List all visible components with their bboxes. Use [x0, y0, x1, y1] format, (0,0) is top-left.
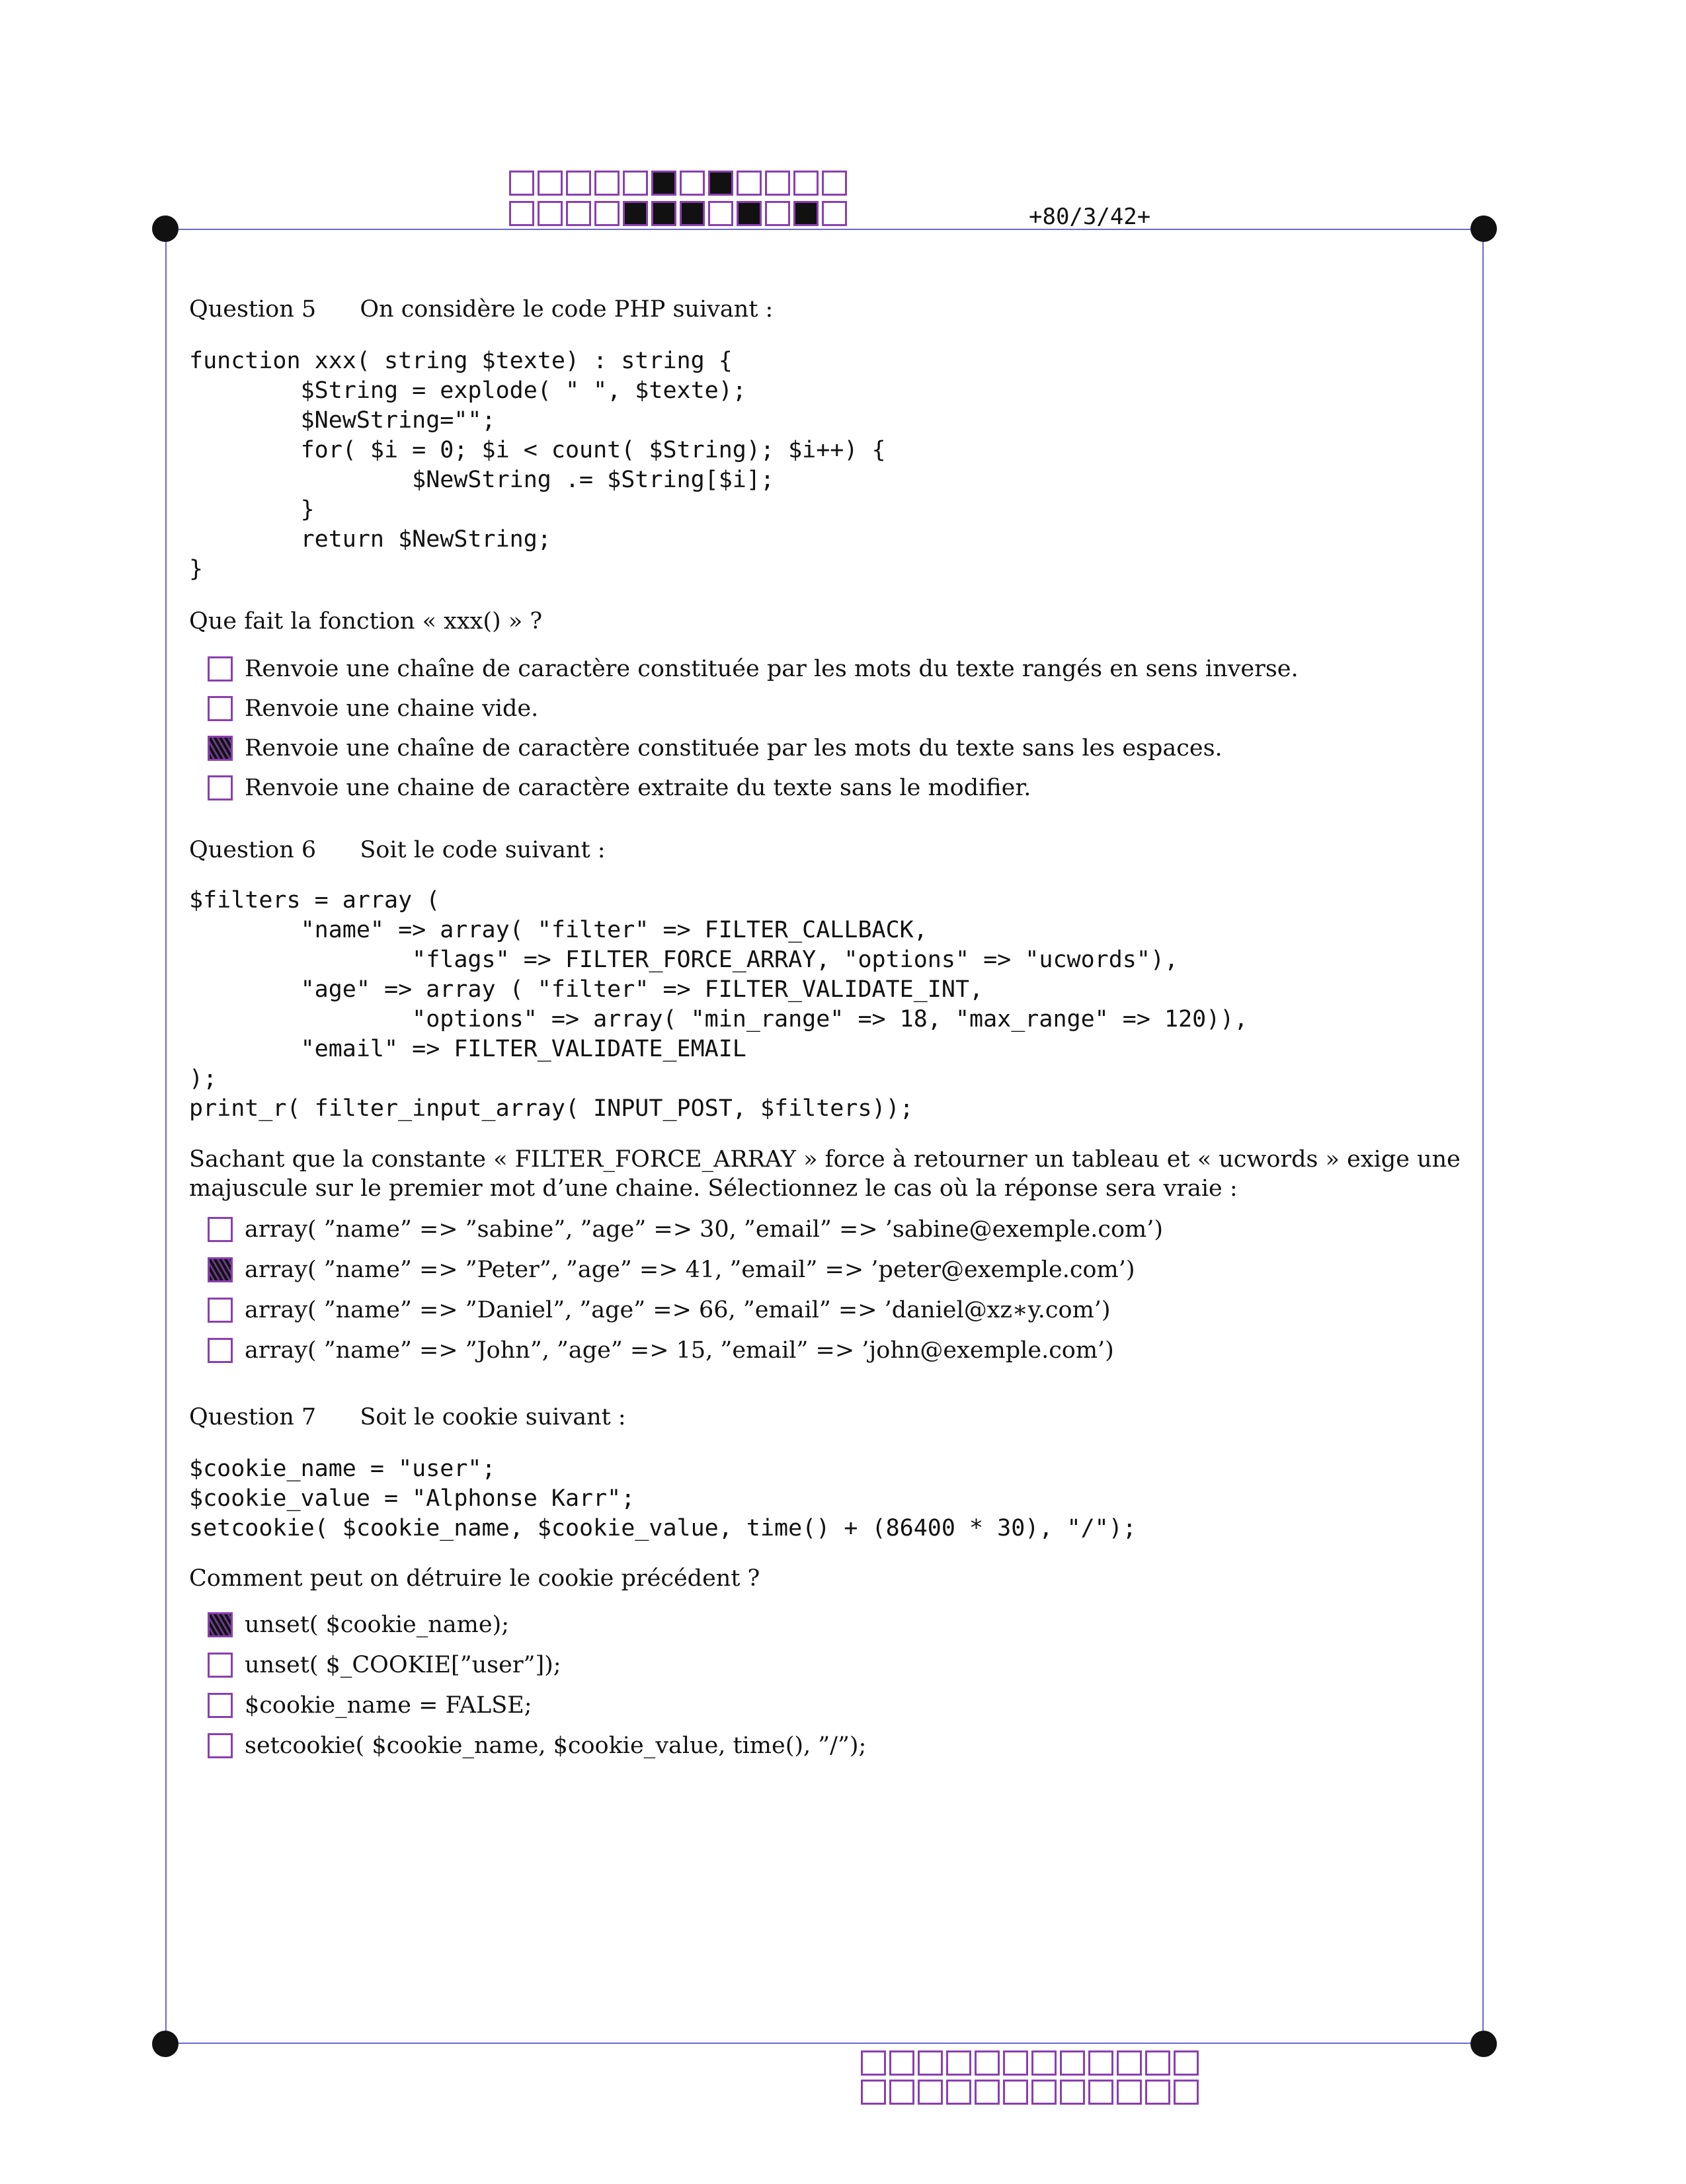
bottom-code-box — [1088, 2080, 1113, 2105]
answer-checkbox[interactable] — [208, 775, 233, 800]
question-7-prompt: Comment peut on détruire le cookie précédent ? — [189, 1565, 760, 1592]
top-code-box — [651, 201, 676, 226]
answer-label: Renvoie une chaine vide. — [245, 695, 539, 722]
answer-checkbox[interactable] — [208, 1257, 233, 1282]
answer-checkbox[interactable] — [208, 1217, 233, 1242]
top-code-box — [765, 201, 790, 226]
bottom-code-box — [889, 2050, 914, 2076]
top-code-box — [708, 201, 733, 226]
question-6-header — [189, 837, 606, 863]
answer-checkbox[interactable] — [208, 696, 233, 721]
corner-mark-top-left — [152, 215, 179, 242]
bottom-code-box — [1031, 2050, 1057, 2076]
q5-answer[interactable] — [208, 735, 1223, 761]
top-code-box — [623, 201, 648, 226]
q6-answer[interactable] — [208, 1297, 1111, 1323]
answer-label: array( ”name” => ”Peter”, ”age” => 41, ”email” => ’peter@exemple.com’) — [245, 1257, 1135, 1283]
answer-checkbox[interactable] — [208, 1693, 233, 1718]
answer-label: array( ”name” => ”John”, ”age” => 15, ”email” => ’john@exemple.com’) — [245, 1337, 1114, 1364]
bottom-code-box — [889, 2080, 914, 2105]
answer-label: array( ”name” => ”Daniel”, ”age” => 66, ”email” => ’daniel@xz∗y.com’) — [245, 1297, 1111, 1323]
question-6-prompt: Sachant que la constante « FILTER_FORCE_ARRAY » force à retourner un tableau et « ucwords » exige une majuscule sur le premier mot d’une chaine. Sélectionnez le cas où la réponse sera vraie : — [189, 1146, 1461, 1202]
bottom-code-row-2 — [861, 2080, 1202, 2105]
q7-answer[interactable] — [208, 1652, 561, 1678]
answer-label: $cookie_name = FALSE; — [245, 1692, 532, 1719]
question-5-header — [189, 296, 773, 323]
answer-label: setcookie( $cookie_name, $cookie_value, time(), ”/”); — [245, 1733, 867, 1759]
answer-checkbox[interactable] — [208, 656, 233, 682]
q6-answer[interactable] — [208, 1257, 1135, 1283]
top-code-box — [822, 171, 847, 196]
question-5-title: On considère le code PHP suivant : — [360, 296, 774, 323]
answer-checkbox[interactable] — [208, 1612, 233, 1637]
question-7-title: Soit le cookie suivant : — [360, 1404, 626, 1430]
bottom-code-box — [975, 2050, 1000, 2076]
bottom-code-box — [975, 2080, 1000, 2105]
top-code-box — [566, 201, 591, 226]
q5-answer[interactable] — [208, 695, 538, 722]
question-5-prompt: Que fait la fonction « xxx() » ? — [189, 608, 543, 635]
question-7-label: Question 7 — [189, 1404, 317, 1430]
top-code-box — [708, 171, 733, 196]
bottom-code-box — [1060, 2080, 1085, 2105]
bottom-code-box — [1003, 2080, 1028, 2105]
bottom-code-box — [1145, 2050, 1170, 2076]
top-code-box — [737, 201, 762, 226]
question-5-label: Question 5 — [189, 296, 317, 323]
top-code-box — [566, 171, 591, 196]
bottom-code-box — [1174, 2080, 1199, 2105]
answer-checkbox[interactable] — [208, 1733, 233, 1758]
bottom-code-box — [946, 2050, 971, 2076]
top-code-box — [793, 201, 819, 226]
question-6-code: $filters = array ( "name" => array( "filter" => FILTER_CALLBACK, "flags" => FILTER_FORCE_ARRAY, "options" => "ucwords"), "age" => array ( "filter" => FILTER_VALIDATE_INT, "options" => array( "min_range" => 18, "max_range" => 120)), "email" => FILTER_VALIDATE_EMAIL ); print_r( filter_input_array( INPUT_POST, $filters)); — [189, 887, 1248, 1122]
answer-label: unset( $_COOKIE[”user”]); — [245, 1652, 561, 1678]
answer-label: Renvoie une chaîne de caractère constituée par les mots du texte sans les espaces. — [245, 735, 1223, 761]
q6-answer[interactable] — [208, 1216, 1163, 1243]
bottom-code-box — [1145, 2080, 1170, 2105]
bottom-code-box — [1174, 2050, 1199, 2076]
bottom-code-box — [1117, 2050, 1142, 2076]
bottom-code-box — [1088, 2050, 1113, 2076]
top-code-box — [594, 201, 620, 226]
q7-answer[interactable] — [208, 1733, 866, 1759]
question-6-label: Question 6 — [189, 837, 317, 863]
top-code-row-2 — [509, 201, 850, 226]
q7-answer[interactable] — [208, 1612, 509, 1638]
top-code-box — [509, 201, 534, 226]
bottom-code-box — [1031, 2080, 1057, 2105]
bottom-code-box — [1117, 2080, 1142, 2105]
corner-mark-bottom-left — [152, 2031, 179, 2057]
top-code-box — [822, 201, 847, 226]
corner-mark-bottom-right — [1470, 2031, 1497, 2057]
bottom-code-box — [918, 2080, 943, 2105]
answer-label: Renvoie une chaîne de caractère constituée par les mots du texte rangés en sens inverse. — [245, 656, 1299, 682]
page-id: +80/3/42+ — [1029, 204, 1151, 230]
bottom-code-row-1 — [861, 2050, 1202, 2076]
question-6-title: Soit le code suivant : — [360, 837, 606, 863]
answer-checkbox[interactable] — [208, 1298, 233, 1323]
answer-checkbox[interactable] — [208, 736, 233, 761]
top-code-box — [737, 171, 762, 196]
top-code-box — [680, 201, 705, 226]
q6-answer[interactable] — [208, 1337, 1114, 1364]
answer-label: unset( $cookie_name); — [245, 1612, 509, 1638]
corner-mark-top-right — [1470, 215, 1497, 242]
bottom-code-box — [861, 2080, 886, 2105]
question-5-code: function xxx( string $texte) : string { $String = explode( " ", $texte); $NewString=""; for( $i = 0; $i < count( $String); $i++) { $NewString .= $String[$i]; } return $NewString; } — [189, 348, 886, 582]
top-code-row-1 — [509, 171, 850, 196]
top-code-box — [538, 201, 563, 226]
top-code-box — [651, 171, 676, 196]
bottom-code-box — [861, 2050, 886, 2076]
q7-answer[interactable] — [208, 1692, 532, 1719]
top-code-box — [538, 171, 563, 196]
bottom-code-box — [918, 2050, 943, 2076]
top-code-box — [594, 171, 620, 196]
top-code-box — [680, 171, 705, 196]
question-7-code: $cookie_name = "user"; $cookie_value = "Alphonse Karr"; setcookie( $cookie_name, $cookie_value, time() + (86400 * 30), "/"); — [189, 1456, 1137, 1541]
top-code-box — [765, 171, 790, 196]
top-code-box — [509, 171, 534, 196]
answer-checkbox[interactable] — [208, 1653, 233, 1678]
top-code-box — [793, 171, 819, 196]
question-7-header — [189, 1404, 626, 1430]
top-code-box — [623, 171, 648, 196]
answer-checkbox[interactable] — [208, 1338, 233, 1363]
q5-answer[interactable] — [208, 656, 1299, 682]
bottom-code-box — [1003, 2050, 1028, 2076]
bottom-code-box — [946, 2080, 971, 2105]
answer-label: array( ”name” => ”sabine”, ”age” => 30, ”email” => ’sabine@exemple.com’) — [245, 1216, 1164, 1243]
bottom-code-box — [1060, 2050, 1085, 2076]
answer-label: Renvoie une chaine de caractère extraite du texte sans le modifier. — [245, 775, 1031, 801]
q5-answer[interactable] — [208, 775, 1031, 801]
